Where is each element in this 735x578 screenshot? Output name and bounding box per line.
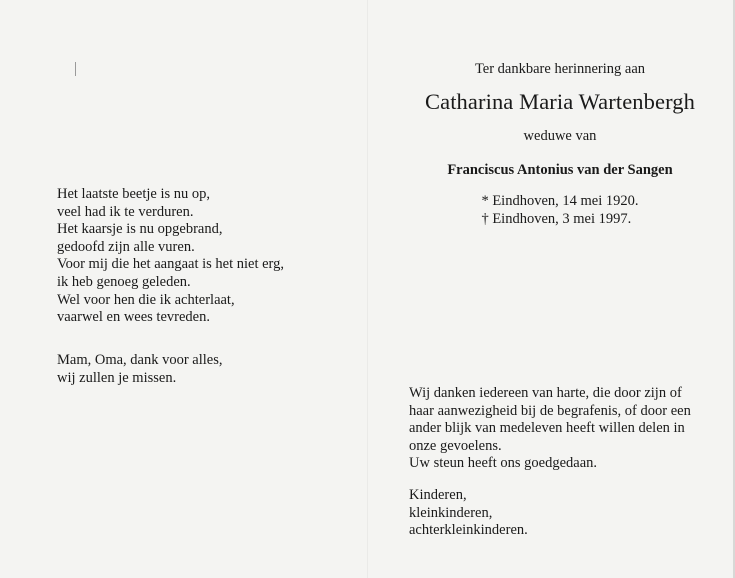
life-dates bbox=[481, 193, 638, 228]
poem-line: Wel voor hen die ik achterlaat, bbox=[57, 291, 235, 308]
family-signature bbox=[409, 487, 528, 540]
closing-line: wij zullen je missen. bbox=[57, 369, 177, 386]
thanks-line: haar aanwezigheid bij de begrafenis, of door een bbox=[409, 402, 691, 419]
poem-line: ik heb genoeg geleden. bbox=[57, 273, 191, 290]
card-fold bbox=[367, 0, 368, 578]
intro-text: Ter dankbare herinnering aan bbox=[474, 61, 646, 77]
poem-line: Voor mij die het aangaat is het niet erg, bbox=[57, 256, 284, 273]
poem-line: vaarwel en wees tevreden. bbox=[57, 309, 210, 326]
husband-name: Franciscus Antonius van der Sangen bbox=[447, 161, 673, 178]
poem-line: gedoofd zijn alle vuren. bbox=[57, 238, 195, 255]
thanks-line: Uw steun heeft ons goedgedaan. bbox=[409, 455, 598, 472]
thanks-line: onze gevoelens. bbox=[409, 437, 502, 454]
deceased-name: Catharina Maria Wartenbergh bbox=[425, 89, 695, 114]
thanks-message bbox=[409, 385, 709, 473]
death-date: † Eindhoven, 3 mei 1997. bbox=[481, 210, 632, 227]
poem-line: veel had ik te verduren. bbox=[57, 203, 194, 220]
thanks-line: Wij danken iedereen van harte, die door zijn of bbox=[409, 385, 682, 401]
signature-line: Kinderen, bbox=[409, 487, 467, 503]
widow-of-text: weduwe van bbox=[523, 128, 597, 144]
signature-line: kleinkinderen, bbox=[409, 504, 493, 521]
thanks-line: ander blijk van medeleven heeft willen delen in bbox=[409, 420, 685, 437]
closing-line: Mam, Oma, dank voor alles, bbox=[57, 352, 223, 368]
poem bbox=[57, 186, 284, 327]
signature-line: achterkleinkinderen. bbox=[409, 522, 528, 539]
memorial-header bbox=[395, 60, 725, 228]
poem-line: Het laatste beetje is nu op, bbox=[57, 186, 211, 202]
birth-date: * Eindhoven, 14 mei 1920. bbox=[481, 193, 639, 210]
closing-words bbox=[57, 352, 223, 387]
poem-line: Het kaarsje is nu opgebrand, bbox=[57, 221, 223, 238]
pencil-mark bbox=[75, 62, 76, 76]
